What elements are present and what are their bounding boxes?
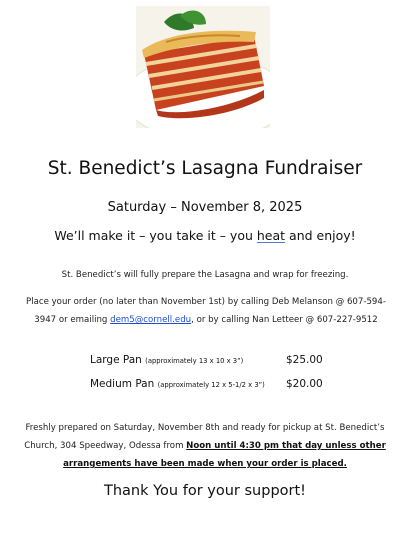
event-date: Saturday – November 8, 2025: [107, 200, 303, 215]
medium-pan-label: Medium Pan: [90, 378, 158, 390]
pickup-info: [14, 419, 396, 473]
flyer-title: St. Benedict’s Lasagna Fundraiser: [47, 158, 363, 179]
large-pan-size: (approximately 13 x 10 x 3”): [145, 357, 244, 365]
lasagna-photo: [136, 6, 270, 128]
email-link[interactable]: dem5@cornell.edu: [110, 315, 192, 325]
tagline-heat: heat: [256, 228, 286, 243]
large-pan-label: Large Pan: [90, 354, 146, 366]
medium-pan-price: $20.00: [286, 378, 323, 390]
order-text-b: , or by calling Nan Letteer @ 607-227-9512: [191, 315, 378, 325]
order-text-a: Place your order (no later than November 1st) by calling Deb Melanson @ 607-594-3947 or emailing: [26, 297, 386, 325]
medium-pan-size: (approximately 12 x 5-1/2 x 3”): [157, 381, 265, 389]
pickup-time: Noon until 4:30 pm that day unless other arrangements have been made when your order is placed.: [63, 441, 386, 469]
tagline: [0, 228, 410, 243]
pickup-text: Freshly prepared on Saturday, November 8th and ready for pickup at St. Benedict’s Church, 304 Speedway, Odessa from: [24, 423, 385, 451]
tagline-part-b: and enjoy!: [285, 228, 356, 243]
large-pan-price: $25.00: [286, 354, 323, 366]
tagline-part-a: We’ll make it – you take it – you: [54, 228, 257, 243]
thank-you: Thank You for your support!: [104, 483, 306, 499]
prep-line: St. Benedict’s will fully prepare the Lasagna and wrap for freezing.: [61, 270, 349, 280]
large-pan-row: [90, 354, 350, 366]
medium-pan-row: [90, 378, 350, 390]
order-instructions: [22, 293, 390, 329]
